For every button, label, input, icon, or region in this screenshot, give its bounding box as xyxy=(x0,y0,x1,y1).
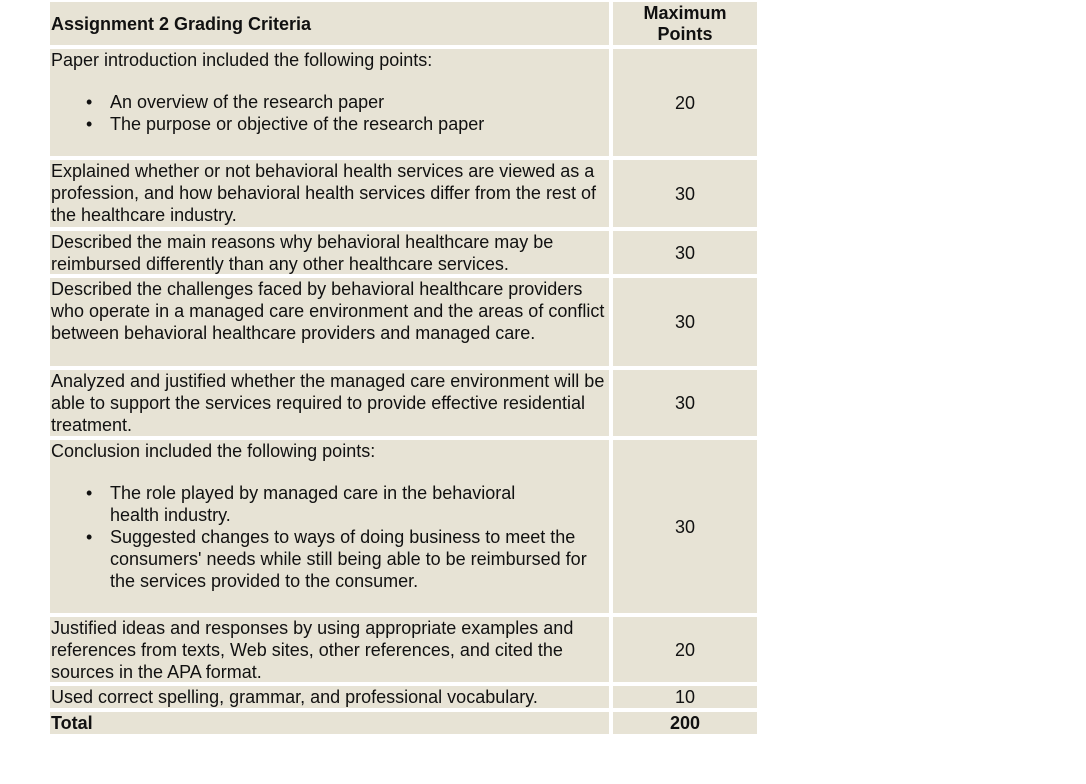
points-cell xyxy=(613,686,757,708)
points-header-line2: Points xyxy=(657,23,713,44)
points-value: 30 xyxy=(674,183,696,204)
criteria-cell xyxy=(50,440,609,613)
total-points-value: 200 xyxy=(669,713,701,733)
total-row xyxy=(50,712,757,734)
table-row xyxy=(50,617,757,682)
total-points-cell xyxy=(613,712,757,734)
points-cell xyxy=(613,49,757,156)
criteria-text: Analyzed and justified whether the managed care environment will be able to support the services required to provide effective residential treatment. xyxy=(51,371,605,435)
points-value: 10 xyxy=(674,687,696,707)
criteria-cell xyxy=(50,49,609,156)
criteria-bullet-list xyxy=(51,482,609,592)
points-header-line1: Maximum xyxy=(643,2,727,23)
criteria-text: Used correct spelling, grammar, and professional vocabulary. xyxy=(51,687,538,707)
criteria-cell xyxy=(50,278,609,366)
criteria-text: Described the main reasons why behavioral healthcare may be reimbursed differently than any other healthcare services. xyxy=(51,232,554,274)
points-value: 30 xyxy=(674,516,696,537)
criteria-header-label: Assignment 2 Grading Criteria xyxy=(51,13,312,34)
total-label: Total xyxy=(51,713,93,733)
points-cell xyxy=(613,440,757,613)
points-value: 30 xyxy=(674,242,696,263)
total-label-cell xyxy=(50,712,609,734)
criteria-column-header xyxy=(50,2,609,45)
table-row xyxy=(50,440,757,613)
list-item: • The purpose or objective of the research paper xyxy=(51,113,609,135)
points-value: 20 xyxy=(674,639,696,660)
list-item: • The role played by managed care in the behavioral health industry. xyxy=(51,482,609,526)
table-row xyxy=(50,278,757,366)
table-row xyxy=(50,160,757,227)
criteria-bullet-list xyxy=(51,91,609,135)
points-column-header xyxy=(613,2,757,45)
table-row xyxy=(50,231,757,274)
criteria-cell xyxy=(50,370,609,436)
criteria-lead-text: Paper introduction included the following points: xyxy=(51,50,433,70)
criteria-cell xyxy=(50,686,609,708)
list-item: • An overview of the research paper xyxy=(51,91,609,113)
points-value: 20 xyxy=(674,92,696,113)
points-value: 30 xyxy=(674,312,696,332)
grading-criteria-table xyxy=(50,2,757,738)
points-cell xyxy=(613,278,757,366)
points-cell xyxy=(613,617,757,682)
points-cell xyxy=(613,370,757,436)
criteria-text: Described the challenges faced by behavioral healthcare providers who operate in a managed care environment and the areas of conflict between behavioral healthcare providers and managed care. xyxy=(51,279,605,343)
table-row xyxy=(50,686,757,708)
points-cell xyxy=(613,231,757,274)
points-value: 30 xyxy=(674,393,696,413)
table-header-row xyxy=(50,2,757,45)
table-row xyxy=(50,49,757,156)
points-cell xyxy=(613,160,757,227)
criteria-cell xyxy=(50,617,609,682)
table-row xyxy=(50,370,757,436)
criteria-text: Justified ideas and responses by using appropriate examples and references from texts, Web sites, other references, and cited the sources in the APA format. xyxy=(51,618,574,682)
criteria-cell xyxy=(50,231,609,274)
criteria-lead-text: Conclusion included the following points: xyxy=(51,441,376,461)
criteria-text: Explained whether or not behavioral health services are viewed as a profession, and how behavioral health services differ from the rest of the healthcare industry. xyxy=(51,161,596,225)
criteria-cell xyxy=(50,160,609,227)
list-item: • Suggested changes to ways of doing business to meet the consumers' needs while still being able to be reimbursed for the services provided to the consumer. xyxy=(51,526,609,592)
